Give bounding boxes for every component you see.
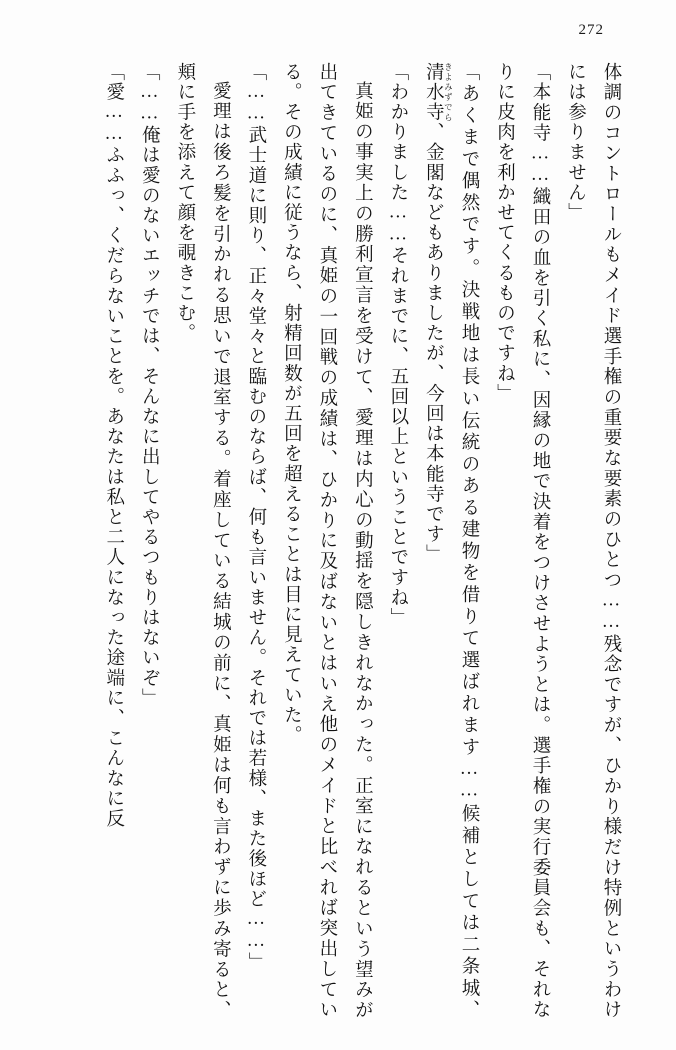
paragraph: 「あくまで偶然です。決戦地は長い伝統のある建物を借りて選ばれます……候補としては二条城、清水寺 きよみずでら、金閣などもありましたが、今回は本能寺です」 — [423, 62, 479, 1020]
paragraph: 「本能寺……織田の血を引く私に、因縁の地で決着をつけさせようとは。選手権の実行委員会も、それなりに皮肉を利かせてくるものですね」 — [494, 62, 550, 1020]
vertical-text-body — [48, 62, 628, 1020]
paragraph: 「……俺は愛のないエッチでは、そんなに出してやるつもりはないぞ」 — [139, 62, 160, 709]
paragraph: 「わかりました……それまでに、五回以上ということですね」 — [387, 62, 408, 628]
ruby-annotation: 清水寺 きよみずでら — [423, 62, 454, 123]
paragraph: 真姫の事実上の勝利宣言を受けて、愛理は内心の動揺を隠しきれなかった。正室になれるという望みが出てきているのに、真姫の一回戦の成績は、ひかりに及ばないとはいえ他のメイドと比べれば突出している。その成績に従うなら、射精回数が五回を超えることは目に見えていた。 — [281, 62, 373, 1020]
paragraph: 愛理は後ろ髪を引かれる思いで退室する。着座している結城の前に、真姫は何も言わずに歩み寄ると、頬に手を添えて顔を覗きこむ。 — [174, 62, 231, 1020]
paragraph: 体調のコントロールもメイド選手権の重要な要素のひとつ……残念ですが、ひかり様だけ特例というわけには参りません」 — [565, 62, 621, 1020]
paragraph: 「愛……ふふっ、くだらないことを。あなたは私と二人になった途端に、こんなに反 — [103, 62, 124, 829]
paragraph: 「……武士道に則り、正々堂々と臨むのならば、何も言いません。それでは若様、また後ほど……」 — [245, 62, 266, 973]
page-number: 272 — [578, 22, 604, 38]
